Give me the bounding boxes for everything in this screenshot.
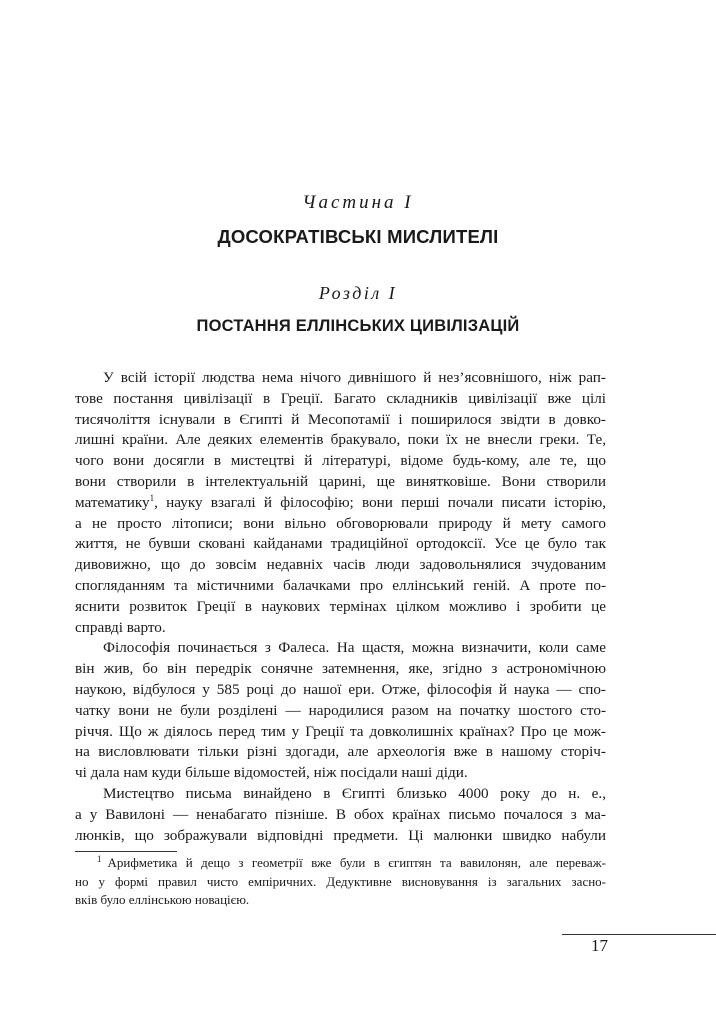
footnote-divider: [75, 851, 177, 852]
paragraph-2: [75, 638, 606, 784]
text-line: яснити розвиток Греції в наукових термінах цілком можливо і зробити це: [75, 597, 606, 615]
text-line: життя, не бувши сковані кайданами традиційної ортодоксії. Усе це було так: [75, 535, 606, 553]
text-line: люнків, що зображували відповідні предмети. Ці малюнки швидко набули: [75, 826, 606, 844]
text-line: вони створили в інтелектуальній царині, ще винятковіше. Вони створили: [75, 472, 606, 490]
footnote-line: [75, 854, 606, 873]
text-line: Філософія починається з Фалеса. На щастя, можна визначити, коли саме: [103, 639, 606, 657]
text-line: він жив, бо він передрік сонячне затемнення, яке, згідно з астрономічною: [75, 660, 606, 678]
text-line: наукою, відбулося у 585 році до нашої ери. Отже, філософія й наука — спо-: [75, 680, 606, 698]
text-line: річчя. Що ж діялось перед тим у Греції та довколишніх країнах? Про це мож-: [75, 722, 606, 740]
text-line: а у Вавилоні — ненабагато пізніше. В обох країнах письмо почалося з ма-: [75, 805, 606, 823]
text-line: дивовижно, що до зовсім недавніх часів люди задовольнялися зчудованим: [75, 556, 606, 574]
text-line: тове постання цивілізації в Греції. Багато складників цивілізації вже цілі: [75, 389, 606, 407]
chapter-title: ПОСТАННЯ ЕЛЛІНСЬКИХ ЦИВІЛІЗАЦІЙ: [196, 317, 520, 335]
footnote: [75, 854, 606, 910]
text-line: чі дала нам куди більше відомостей, ніж посідали наші діди.: [75, 764, 468, 782]
text-line: У всій історії людства нема нічого дивнішого й нез’ясовнішого, ніж рап-: [103, 369, 606, 386]
text-line: на висловлювати тільки різні здогади, але археологія вже в нашому сторіч-: [75, 743, 606, 761]
footnote-number: 1: [97, 853, 102, 864]
text-fragment: , науку взагалі й філософію; вони перші почали писати історію,: [154, 493, 606, 511]
text-line: спогляданням та містичними балачками про еллінський геній. А проте по-: [75, 576, 606, 594]
footnote-text: Арифметика й дещо з геометрії вже були в єгиптян та вавилонян, але переваж-: [107, 855, 606, 870]
footnote-reference[interactable]: 1: [149, 492, 155, 503]
page-number-rule: [562, 934, 716, 935]
text-line: Мистецтво письма винайдено в Єгипті близько 4000 року до н. е.,: [103, 784, 606, 802]
text-line: лишні країни. Але деяких елементів бракувало, поки їх не внесли греки. Те,: [75, 431, 606, 449]
footnote-line: вків було еллінською новацією.: [75, 892, 250, 907]
body-text: [75, 368, 606, 846]
chapter-label: Розділ I: [318, 283, 398, 303]
paragraph-1: [75, 368, 606, 638]
text-fragment: математику: [75, 493, 150, 511]
footnote-line: но у формі правил чисто емпіричних. Дедуктивне висновування із загальних засно-: [75, 873, 606, 889]
part-label: Частина I: [302, 192, 414, 213]
text-line: чатку вони не були розділені — народилися разом на початку шостого сто-: [75, 701, 606, 719]
paragraph-3: [75, 784, 606, 846]
text-line: тисячоліття існували в Єгипті й Месопотамії і поширилося звідти в довко-: [75, 410, 606, 428]
part-title: ДОСОКРАТІВСЬКІ МИСЛИТЕЛІ: [217, 226, 499, 247]
text-line: чого вони досягли в мистецтві й літературі, відоме будь-кому, але те, що: [75, 452, 606, 470]
page-number: 17: [591, 936, 608, 955]
text-line: а не просто літописи; вони вільно обговорювали природу й мету самого: [75, 514, 606, 532]
text-line: справді варто.: [75, 618, 166, 636]
text-line-with-footnote: [75, 493, 606, 514]
